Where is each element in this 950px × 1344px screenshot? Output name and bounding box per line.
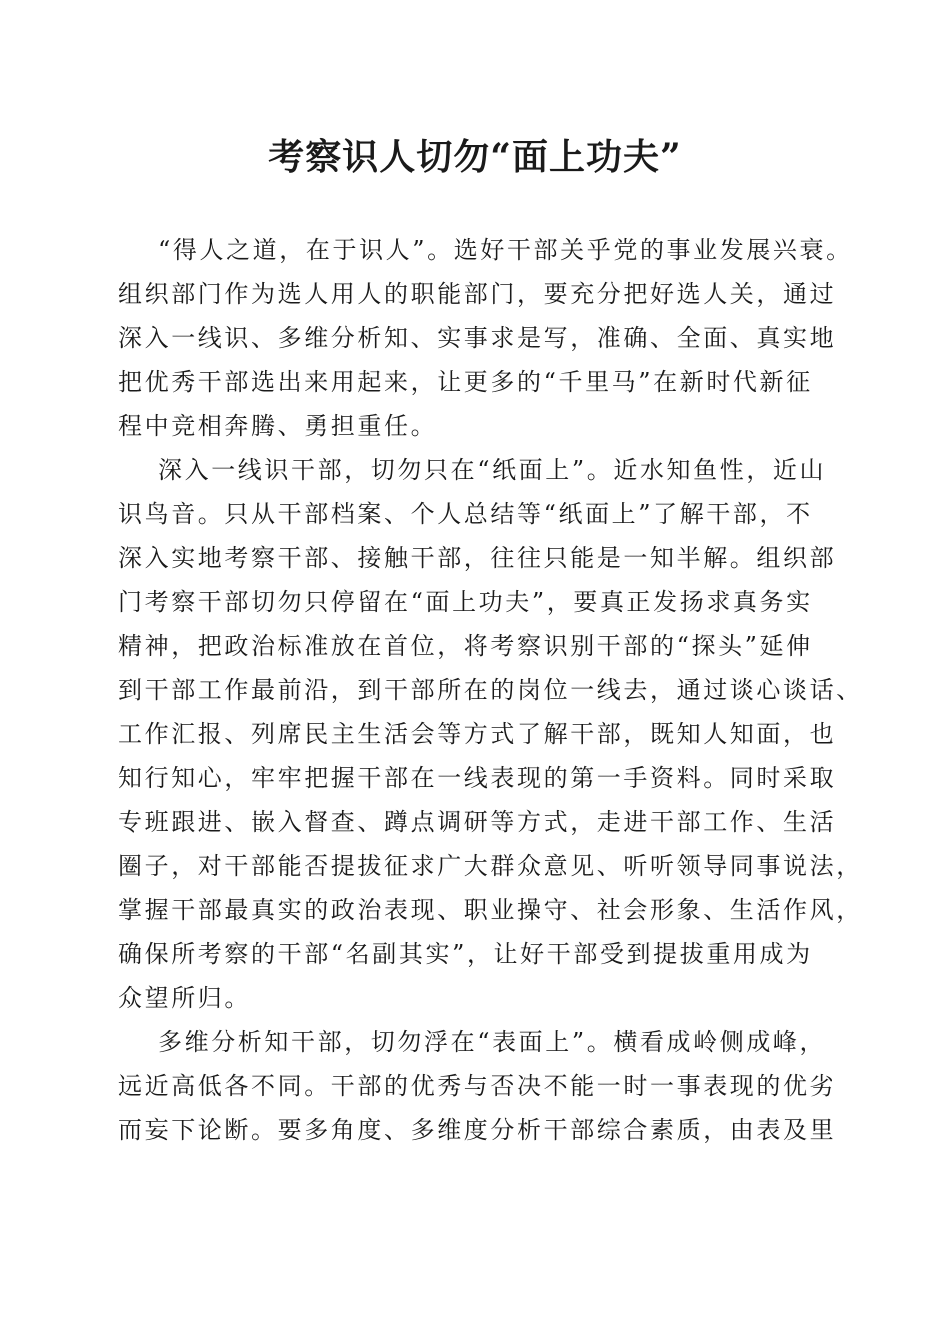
paragraph-line: 多维分析知干部，切勿浮在“表面上”。横看成岭侧成峰， [158,1028,827,1056]
paragraph-line: 组织部门作为选人用人的职能部门，要充分把好选人关，通过 [118,280,837,308]
paragraph-3 [118,1020,837,1152]
paragraph-line: 专班跟进、嵌入督查、蹲点调研等方式，走进干部工作、生活 [118,808,837,836]
paragraph-line: 众望所归。 [118,984,251,1012]
paragraph-line: 确保所考察的干部“名副其实”，让好干部受到提拔重用成为 [118,940,813,968]
paragraph-line: 深入一线识、多维分析知、实事求是写，准确、全面、真实地 [118,324,837,352]
paragraph-line: 工作汇报、列席民主生活会等方式了解干部，既知人知面，也 [118,720,837,748]
paragraph-1 [118,228,853,448]
paragraph-line: 掌握干部最真实的政治表现、职业操守、社会形象、生活作风， [118,896,863,924]
paragraph-line: 识鸟音。只从干部档案、个人总结等“纸面上”了解干部，不 [118,500,813,528]
document-body [118,228,863,1152]
paragraph-line: 远近高低各不同。干部的优秀与否决不能一时一事表现的优劣 [118,1072,837,1100]
paragraph-line: 而妄下论断。要多角度、多维度分析干部综合素质，由表及里 [118,1116,837,1144]
paragraph-line: 程中竞相奔腾、勇担重任。 [118,412,438,440]
paragraph-line: 深入实地考察干部、接触干部，往往只能是一知半解。组织部 [118,544,837,572]
paragraph-line: “得人之道，在于识人”。选好干部关乎党的事业发展兴衰。 [158,236,853,264]
paragraph-line: 精神，把政治标准放在首位，将考察识别干部的“探头”延伸 [118,632,813,660]
paragraph-line: 圈子，对干部能否提拔征求广大群众意见、听听领导同事说法， [118,852,863,880]
paragraph-line: 深入一线识干部，切勿只在“纸面上”。近水知鱼性，近山 [158,456,827,484]
paragraph-line: 把优秀干部选出来用起来，让更多的“千里马”在新时代新征 [118,368,813,396]
paragraph-line: 到干部工作最前沿，到干部所在的岗位一线去，通过谈心谈话、 [118,676,863,704]
paragraph-line: 门考察干部切勿只停留在“面上功夫”，要真正发扬求真务实 [118,588,813,616]
paragraph-2 [118,448,863,1020]
paragraph-line: 知行知心，牢牢把握干部在一线表现的第一手资料。同时采取 [118,764,837,792]
document-title: 考察识人切勿“面上功夫” [268,136,682,178]
